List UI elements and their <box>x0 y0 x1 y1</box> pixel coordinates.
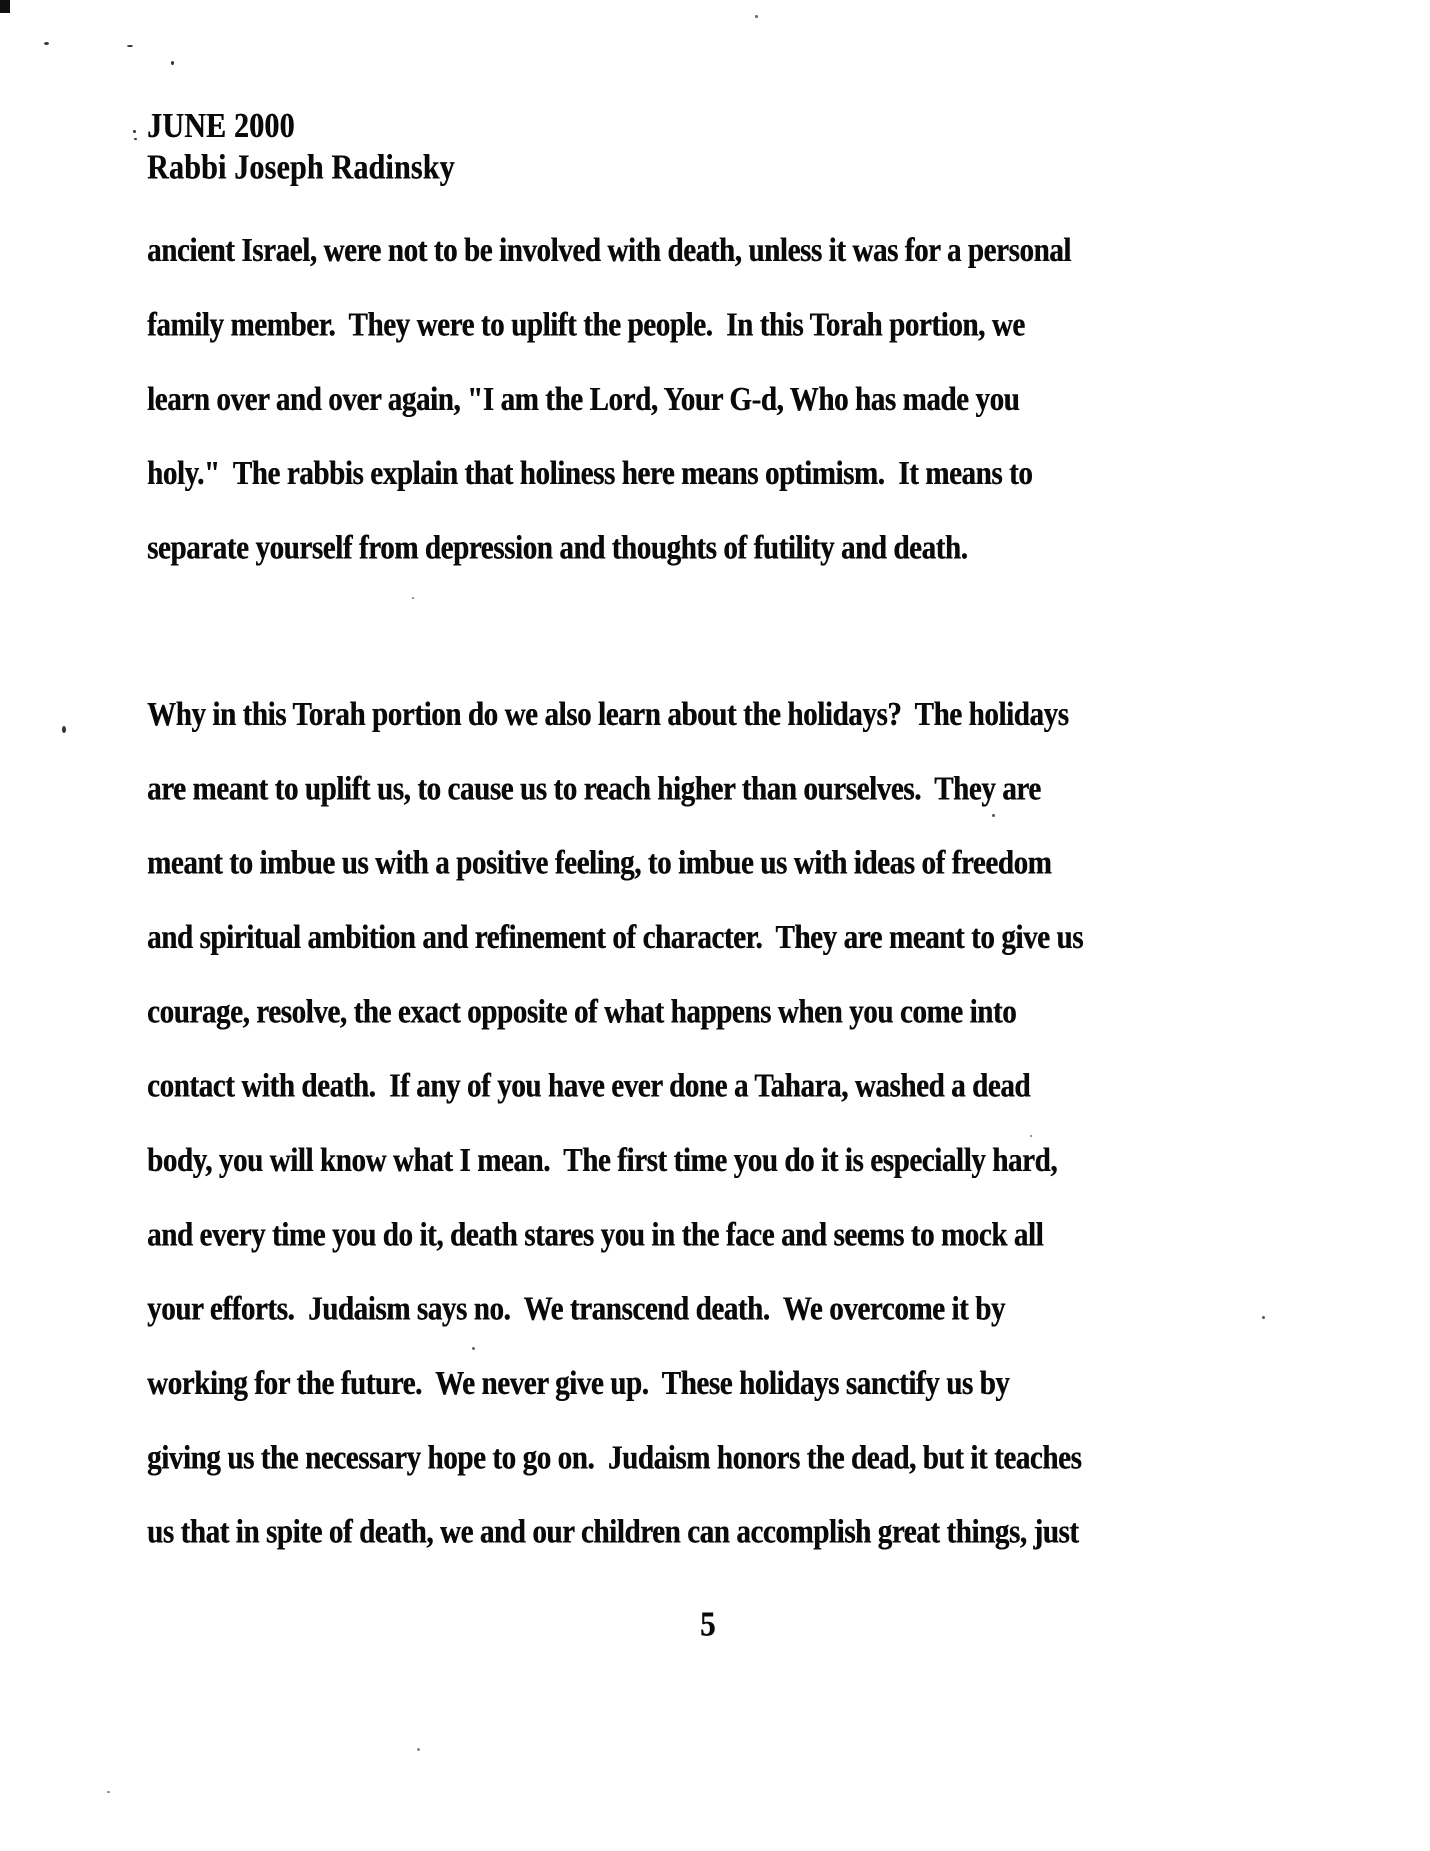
scan-speck <box>107 1791 110 1793</box>
scan-speck <box>134 138 137 140</box>
text-line: and spiritual ambition and refinement of character. They are meant to give us <box>147 918 1083 957</box>
text-line: working for the future. We never give up. These holidays sanctify us by <box>147 1364 1010 1403</box>
document-body <box>147 214 1083 1570</box>
text-line: Why in this Torah portion do we also learn about the holidays? The holidays <box>147 695 1069 734</box>
header-date: JUNE 2000 <box>147 107 295 146</box>
text-line: courage, resolve, the exact opposite of what happens when you come into <box>147 992 1017 1031</box>
scan-speck <box>417 1748 420 1751</box>
scan-corner-mark <box>0 0 10 13</box>
paragraph <box>147 678 1083 1570</box>
scan-speck <box>62 726 66 733</box>
text-line: learn over and over again, "I am the Lord, Your G-d, Who has made you <box>147 380 1020 419</box>
text-line: family member. They were to uplift the people. In this Torah portion, we <box>147 306 1025 344</box>
text-line: contact with death. If any of you have ever done a Tahara, washed a dead <box>147 1067 1031 1105</box>
scan-speck <box>1262 1316 1265 1319</box>
text-line: are meant to uplift us, to cause us to reach higher than ourselves. They are <box>147 769 1041 808</box>
header-author: Rabbi Joseph Radinsky <box>147 148 455 187</box>
scan-speck <box>171 61 174 65</box>
text-line: us that in spite of death, we and our children can accomplish great things, just <box>147 1513 1079 1551</box>
paragraph <box>147 214 1083 586</box>
text-line: giving us the necessary hope to go on. Judaism honors the dead, but it teaches <box>147 1438 1082 1477</box>
text-line: meant to imbue us with a positive feeling, to imbue us with ideas of freedom <box>147 844 1052 882</box>
scan-speck <box>133 130 136 133</box>
scan-speck <box>44 42 49 45</box>
page-number: 5 <box>700 1604 716 1644</box>
text-line: body, you will know what I mean. The first time you do it is especially hard, <box>147 1141 1058 1180</box>
text-line: separate yourself from depression and thoughts of futility and death. <box>147 529 968 567</box>
text-line: holy." The rabbis explain that holiness here means optimism. It means to <box>147 454 1033 493</box>
text-line: your efforts. Judaism says no. We transcend death. We overcome it by <box>147 1290 1005 1328</box>
text-line: and every time you do it, death stares you in the face and seems to mock all <box>147 1215 1044 1254</box>
scan-speck <box>127 45 133 47</box>
document-header <box>147 106 455 189</box>
text-line: ancient Israel, were not to be involved with death, unless it was for a personal <box>147 231 1071 270</box>
scan-speck <box>755 15 758 18</box>
